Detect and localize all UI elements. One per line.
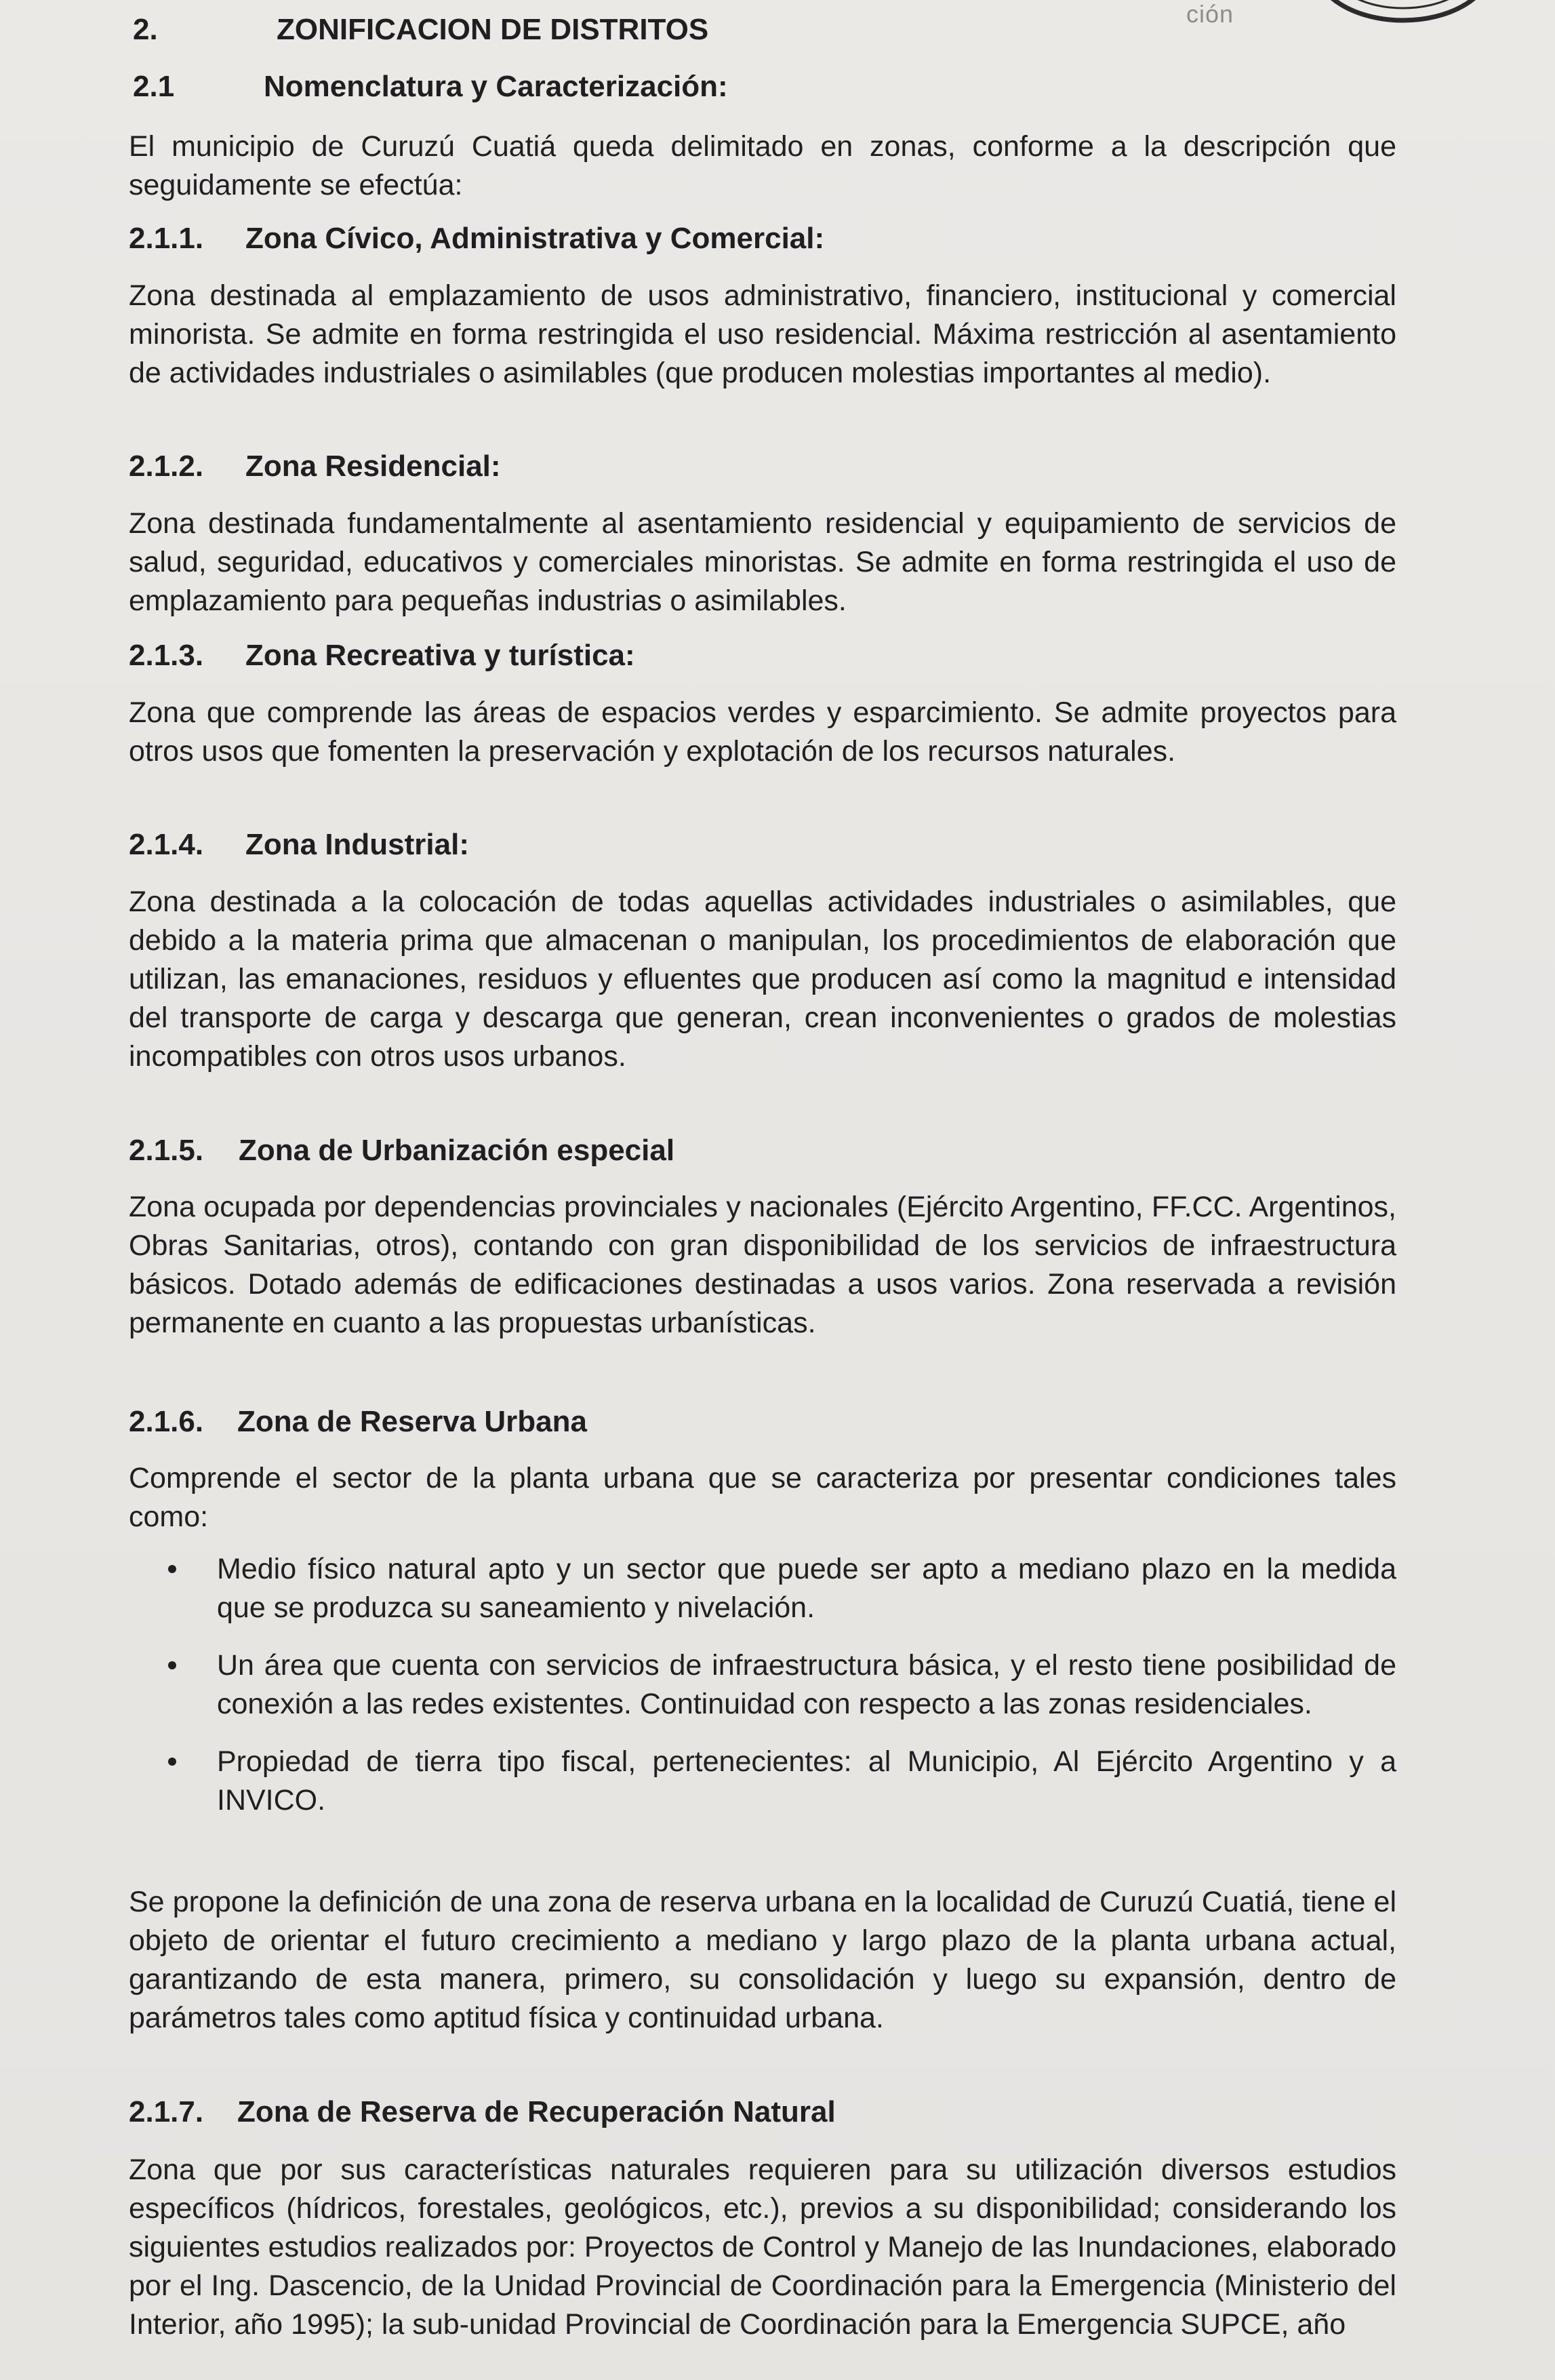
zone-heading-recreational [129,635,635,676]
list-item-text: Un área que cuenta con servicios de infraestructura básica, y el resto tiene posibilidad de conexión a las redes existentes. Continuidad con respecto a las zonas residenciales. [217,1649,1396,1720]
list-item [129,1743,1396,1820]
zone-number: 2.1.2. [129,450,204,483]
intro-paragraph: El municipio de Curuzú Cuatiá queda delimitado en zonas, conforme a la descripción que seguidamente se efectúa: [129,130,1396,201]
zone-text-industrial: Zona destinada a la colocación de todas aquellas actividades industriales o asimilables, que debido a la materia prima que almacenan o manipulan, los procedimientos de elaboración que utilizan, las emanaciones, residuos y efluentes que producen así como la magnitud e intensidad del transporte de carga y descarga que generan, crean inconvenientes o grados de molestias incompatibles con otros usos urbanos. [129,886,1396,1073]
zone-text-civic: Zona destinada al emplazamiento de usos administrativo, financiero, institucional y comercial minorista. Se admite en forma restringida el uso residencial. Máxima restricción al asentamiento de actividades industriales o asimilables (que producen molestias importantes al medio). [129,279,1396,389]
zone-title: Zona de Reserva de Recuperación Natural [237,2095,836,2128]
zone-heading-industrial [129,825,469,865]
zone-heading-civic [129,218,824,259]
list-item-text: Medio físico natural apto y un sector que puede ser apto a mediano plazo en la medida que se produzca su saneamiento y nivelación. [217,1553,1396,1624]
zone-number: 2.1.7. [129,2095,204,2128]
zone-text-special-urbanization: Zona ocupada por dependencias provinciales y nacionales (Ejército Argentino, FF.CC. Argentinos, Obras Sanitarias, otros), contando con gran disponibilidad de los servicios de infraestructura básicos. Dotado además de edificaciones destinadas a usos varios. Zona reservada a revisión permanente en cuanto a las propuestas urbanísticas. [129,1191,1396,1339]
zone-text-urban-reserve: Comprende el sector de la planta urbana que se caracteriza por presentar condiciones tales como: [129,1462,1396,1533]
list-item-text: Propiedad de tierra tipo fiscal, pertenecientes: al Municipio, Al Ejército Argentino y a INVICO. [217,1745,1396,1817]
bullet-icon [168,1565,176,1573]
list-item [129,1550,1396,1627]
zone-title: Zona Industrial: [245,828,469,861]
zone-title: Zona Cívico, Administrativa y Comercial: [245,222,825,255]
zone-heading-special-urbanization [129,1130,674,1171]
zone-number: 2.1.6. [129,1405,204,1438]
zone-number: 2.1.5. [129,1134,204,1167]
list-item [129,1646,1396,1724]
zone-text-residential: Zona destinada fundamentalmente al asentamiento residencial y equipamiento de servicios de salud, seguridad, educativos y comerciales minoristas. Se admite en forma restringida el uso de emplazamiento para pequeñas industrias o asimilables. [129,507,1396,617]
section-heading [133,9,708,50]
zone-text-recreational: Zona que comprende las áreas de espacios verdes y esparcimiento. Se admite proyectos para otros usos que fomenten la preservación y explotación de los recursos naturales. [129,696,1396,768]
zone-number: 2.1.3. [129,639,204,672]
zone-number: 2.1.4. [129,828,204,861]
bullet-icon [168,1661,176,1669]
zone-heading-natural-recovery [129,2092,836,2133]
zone-number: 2.1.1. [129,222,204,255]
zone-text-natural-recovery: Zona que por sus características naturales requieren para su utilización diversos estudios específicos (hídricos, forestales, geológicos, etc.), previos a su disponibilidad; considerando los siguientes estudios realizados por: Proyectos de Control y Manejo de las Inundaciones, elaborado por el Ing. Dascencio, de la Unidad Provincial de Coordinación para la Emergencia (Ministerio del Interior, año 1995); la sub-unidad Provincial de Coordinación para la Emergencia SUPCE, año [129,2154,1396,2341]
zone-title: Zona Recreativa y turística: [245,639,635,672]
subsection-number: 2.1 [133,70,175,103]
section-title: ZONIFICACION DE DISTRITOS [277,13,709,46]
zone-title: Zona de Urbanización especial [239,1134,675,1167]
bullet-icon [168,1758,176,1766]
bleed-through-text: ción [1186,0,1234,28]
section-number: 2. [133,13,158,46]
zone-heading-residential [129,446,501,487]
subsection-title: Nomenclatura y Caracterización: [264,70,728,103]
municipal-seal-stamp [1308,0,1498,34]
urban-reserve-conditions-list [129,1550,1396,1839]
zone-title: Zona de Reserva Urbana [237,1405,587,1438]
urban-reserve-closing-paragraph: Se propone la definición de una zona de reserva urbana en la localidad de Curuzú Cuatiá, tiene el objeto de orientar el futuro crecimiento a mediano y largo plazo de la planta urbana actual, garantizando de esta manera, primero, su consolidación y luego su expansión, dentro de parámetros tales como aptitud física y continuidad urbana. [129,1886,1396,2034]
zone-title: Zona Residencial: [245,450,501,483]
subsection-heading [133,66,728,107]
zone-heading-urban-reserve [129,1402,587,1442]
